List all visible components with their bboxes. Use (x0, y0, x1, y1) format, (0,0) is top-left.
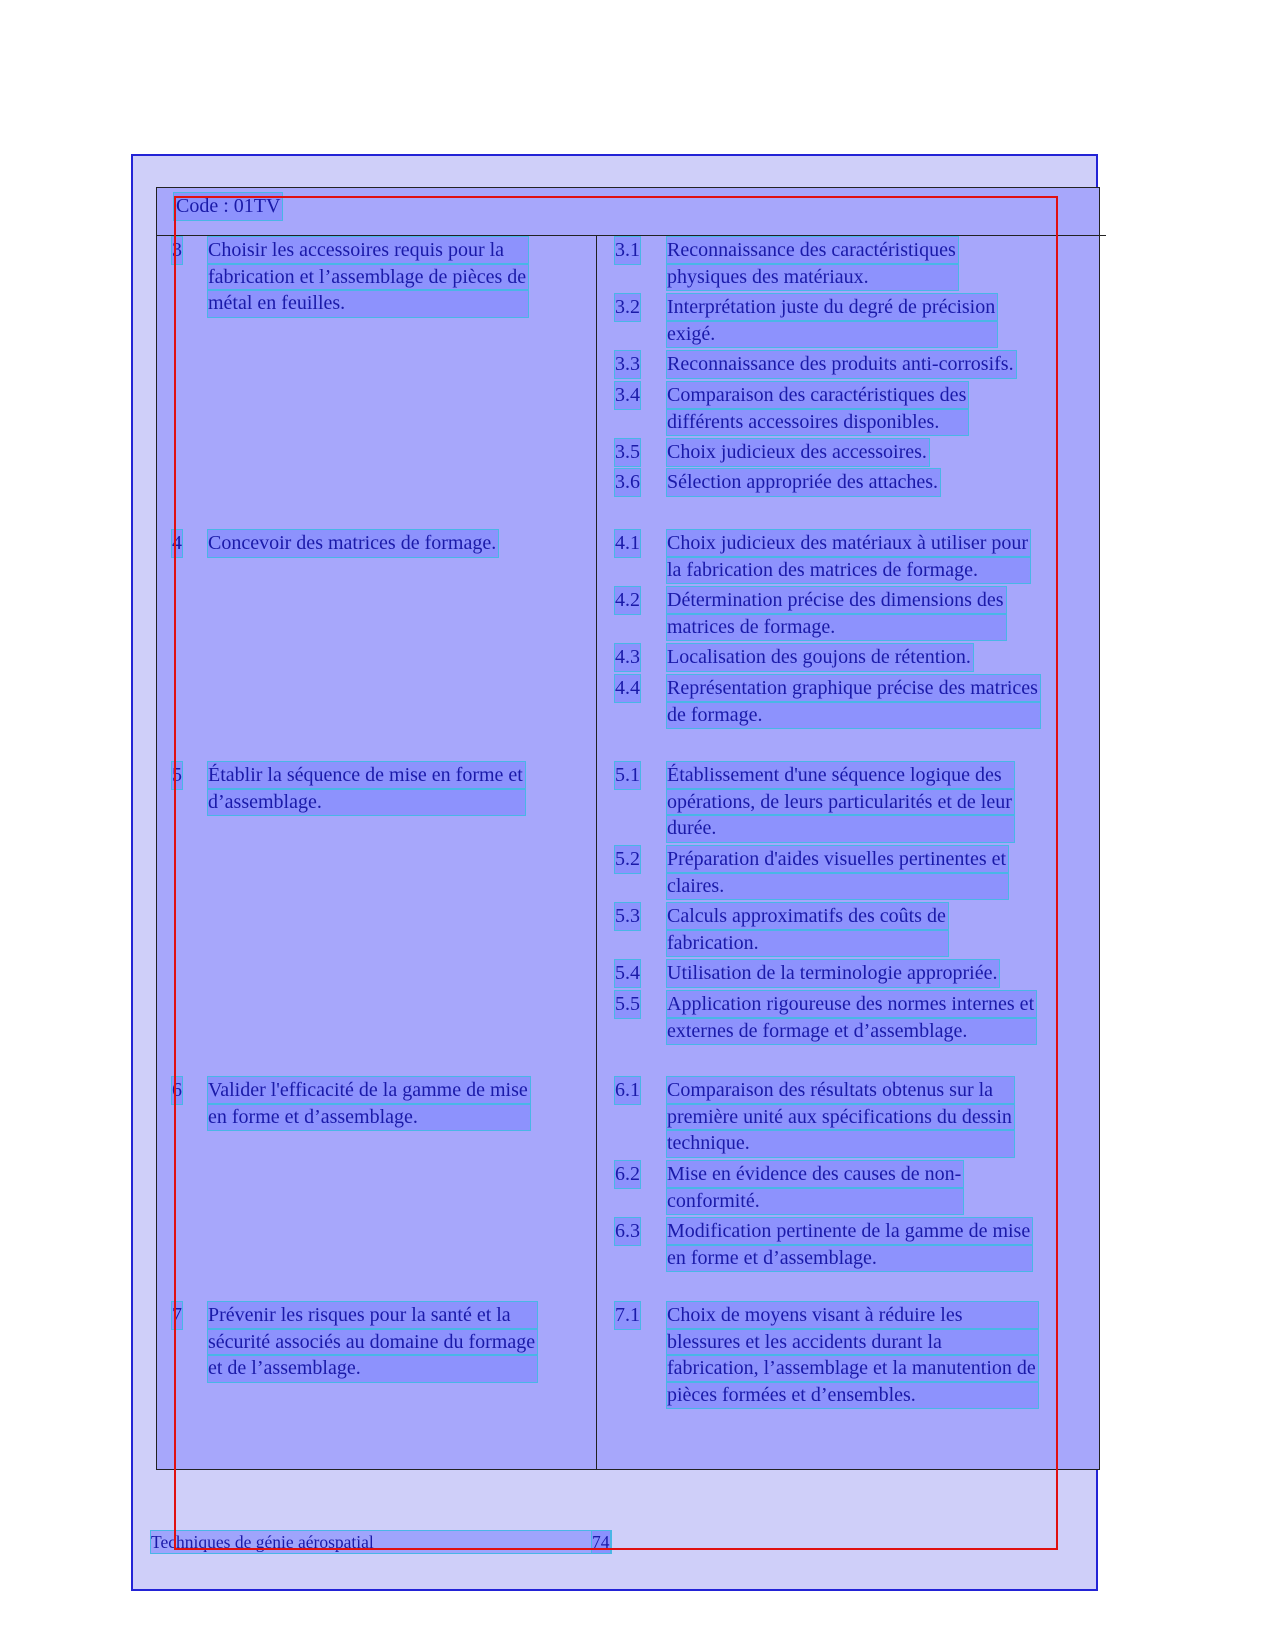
criterion-text: Choix judicieux des accessoires. (667, 439, 929, 466)
criterion-text: Reconnaissance des caractéristiques physiques des matériaux. (667, 237, 958, 290)
criterion-text: Choix de moyens visant à réduire les blessures et les accidents durant la fabrication, l’assemblage et la manutention de pièces formées et d’ensembles. (667, 1302, 1038, 1408)
element-text: Valider l'efficacité de la gamme de mise en forme et d’assemblage. (208, 1077, 530, 1130)
element-number: 6 (172, 1077, 182, 1104)
element-number: 3 (172, 237, 182, 264)
criterion-text: Détermination précise des dimensions des matrices de formage. (667, 587, 1006, 640)
element-text: Établir la séquence de mise en forme et d’assemblage. (208, 762, 525, 815)
footer-program: Techniques de génie aérospatial (151, 1531, 611, 1553)
criterion-number: 3.2 (615, 294, 640, 321)
criterion-number: 4.3 (615, 644, 640, 671)
column-divider (596, 235, 597, 1470)
criterion-number: 3.5 (615, 439, 640, 466)
criterion-text: Calculs approximatifs des coûts de fabrication. (667, 903, 948, 956)
element-number: 5 (172, 762, 182, 789)
criterion-text: Localisation des goujons de rétention. (667, 644, 973, 671)
criterion-text: Préparation d'aides visuelles pertinentes et claires. (667, 846, 1008, 899)
criterion-text: Reconnaissance des produits anti-corrosifs. (667, 351, 1016, 378)
criterion-text: Interprétation juste du degré de précision exigé. (667, 294, 997, 347)
criterion-text: Choix judicieux des matériaux à utiliser pour la fabrication des matrices de formage. (667, 530, 1030, 583)
criterion-number: 3.4 (615, 382, 640, 409)
criterion-number: 6.1 (615, 1077, 640, 1104)
header-divider (156, 235, 1106, 236)
criterion-text: Comparaison des caractéristiques des différents accessoires disponibles. (667, 382, 968, 435)
criterion-text: Sélection appropriée des attaches. (667, 469, 940, 496)
element-number: 4 (172, 530, 182, 557)
criterion-text: Modification pertinente de la gamme de mise en forme et d’assemblage. (667, 1218, 1032, 1271)
criterion-number: 4.4 (615, 675, 640, 702)
criterion-text: Mise en évidence des causes de non- conformité. (667, 1161, 963, 1214)
criterion-number: 5.4 (615, 960, 640, 987)
criterion-number: 3.6 (615, 469, 640, 496)
element-number: 7 (172, 1302, 182, 1329)
footer-page-number: 74 (592, 1532, 610, 1552)
element-text: Concevoir des matrices de formage. (208, 530, 498, 557)
criterion-number: 5.3 (615, 903, 640, 930)
criterion-number: 5.2 (615, 846, 640, 873)
element-text: Prévenir les risques pour la santé et la sécurité associés au domaine du formage et de l’assemblage. (208, 1302, 537, 1382)
criterion-number: 5.5 (615, 991, 640, 1018)
element-text: Choisir les accessoires requis pour la fabrication et l’assemblage de pièces de métal en feuilles. (208, 237, 528, 317)
criterion-text: Établissement d'une séquence logique des opérations, de leurs particularités et de leur durée. (667, 762, 1014, 842)
criterion-number: 4.2 (615, 587, 640, 614)
criterion-number: 6.3 (615, 1218, 640, 1245)
criterion-number: 4.1 (615, 530, 640, 557)
criterion-text: Utilisation de la terminologie appropriée. (667, 960, 999, 987)
criterion-text: Comparaison des résultats obtenus sur la première unité aux spécifications du dessin technique. (667, 1077, 1014, 1157)
criterion-number: 3.1 (615, 237, 640, 264)
criterion-number: 5.1 (615, 762, 640, 789)
criterion-text: Application rigoureuse des normes internes et externes de formage et d’assemblage. (667, 991, 1036, 1044)
criterion-number: 3.3 (615, 351, 640, 378)
criterion-number: 7.1 (615, 1302, 640, 1329)
criterion-text: Représentation graphique précise des matrices de formage. (667, 675, 1040, 728)
code-label: Code : 01TV (174, 193, 282, 220)
criterion-number: 6.2 (615, 1161, 640, 1188)
